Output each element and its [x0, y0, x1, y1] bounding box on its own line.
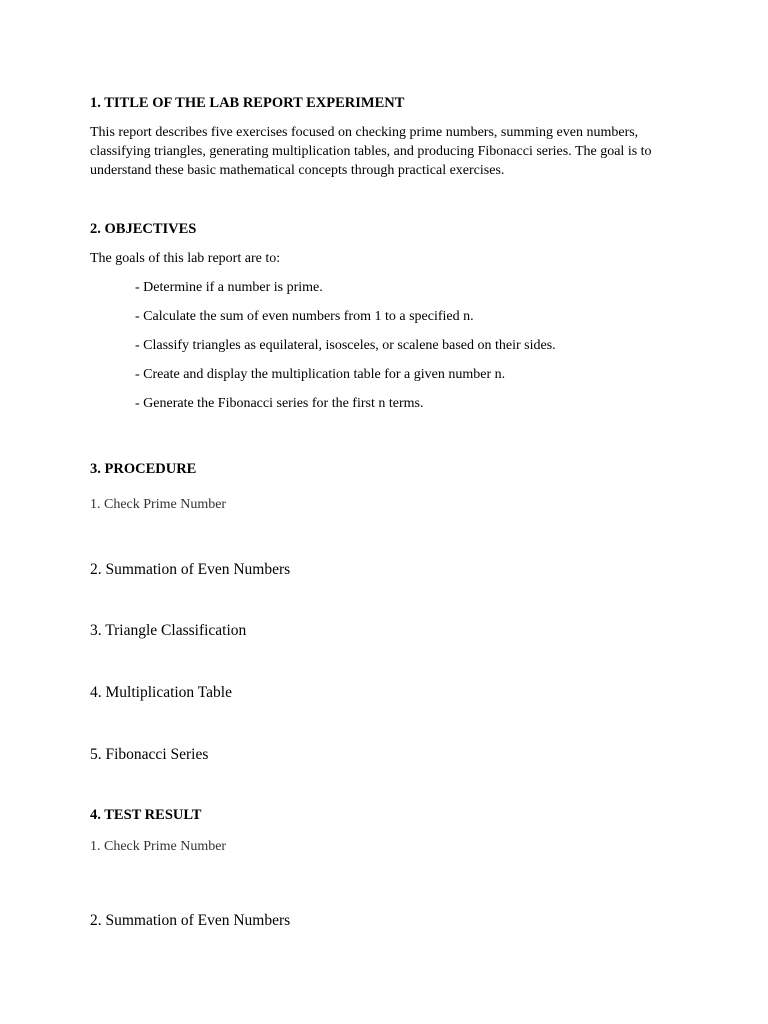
section-title-body: This report describes five exercises focused on checking prime numbers, summing even numbers, classifying triangles, generating multiplication tables, and producing Fibonacci series. The goal is to understand these basic mathematical concepts through practical exercises. [90, 125, 652, 178]
objective-item-fibonacci: - Generate the Fibonacci series for the first n terms. [135, 396, 424, 411]
procedure-item-multiplication: 4. Multiplication Table [90, 684, 232, 701]
procedure-item-prime: 1. Check Prime Number [90, 497, 227, 512]
objective-item-even-sum: - Calculate the sum of even numbers from 1 to a specified n. [135, 309, 474, 324]
objective-item-triangle: - Classify triangles as equilateral, isosceles, or scalene based on their sides. [135, 338, 556, 353]
objective-item-prime: - Determine if a number is prime. [135, 280, 323, 295]
test-result-item-prime: 1. Check Prime Number [90, 839, 227, 854]
section-title-heading: 1. TITLE OF THE LAB REPORT EXPERIMENT [90, 95, 405, 111]
procedure-item-fibonacci: 5. Fibonacci Series [90, 746, 209, 763]
test-result-item-even-sum: 2. Summation of Even Numbers [90, 912, 291, 929]
procedure-heading: 3. PROCEDURE [90, 461, 197, 477]
procedure-item-even-sum: 2. Summation of Even Numbers [90, 561, 291, 578]
objectives-intro: The goals of this lab report are to: [90, 251, 281, 266]
procedure-item-triangle: 3. Triangle Classification [90, 622, 247, 639]
test-result-heading: 4. TEST RESULT [90, 807, 202, 823]
objective-item-multiplication: - Create and display the multiplication table for a given number n. [135, 367, 506, 382]
objectives-heading: 2. OBJECTIVES [90, 221, 197, 237]
